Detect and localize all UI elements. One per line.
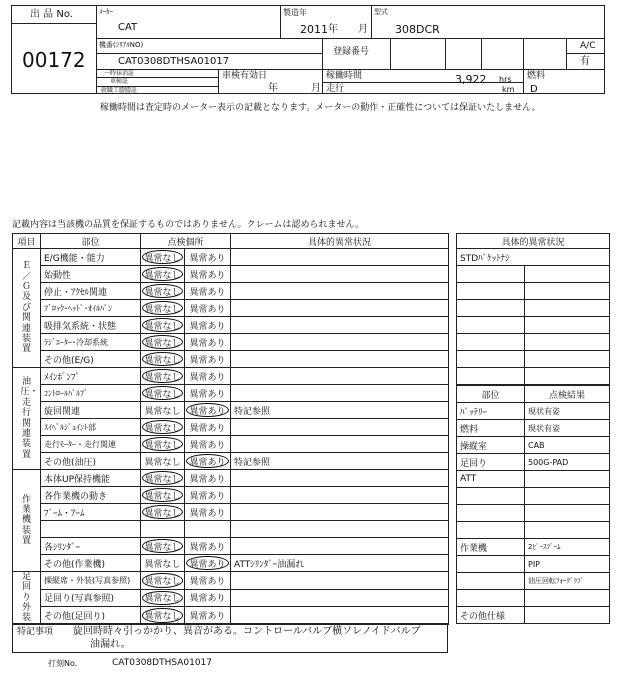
note-cell xyxy=(231,266,449,283)
right-detail-empty xyxy=(525,300,610,317)
abnormal-cell xyxy=(185,385,231,402)
normal-label: 異常なし xyxy=(144,253,181,264)
selected-mark-oval xyxy=(142,335,183,349)
selected-mark-oval xyxy=(142,386,183,400)
results-part xyxy=(457,488,525,505)
group-label-cell xyxy=(13,368,41,470)
right-detail-row xyxy=(457,283,610,300)
results-row xyxy=(457,403,610,420)
permit-label-3: 就職工謄謄証 xyxy=(101,87,138,94)
results-part xyxy=(457,505,525,522)
part-cell: 走行ﾓｰﾀｰ・走行関連 xyxy=(41,436,141,453)
engraving-label: 打刻No. xyxy=(48,659,78,668)
results-value: PIP xyxy=(525,556,610,573)
table-row xyxy=(13,538,449,555)
note-cell xyxy=(231,470,449,487)
table-row xyxy=(13,419,449,436)
hours-label: 稼働時間 xyxy=(326,71,363,81)
results-value: 現状有姿 xyxy=(525,403,610,420)
engraving-value: CAT0308DTHSA01017 xyxy=(112,658,213,668)
normal-cell xyxy=(141,453,185,470)
normal-cell xyxy=(141,607,185,625)
right-detail-cell xyxy=(457,266,525,283)
abnormal-cell xyxy=(185,334,231,351)
note-cell xyxy=(231,572,449,590)
selected-mark-oval xyxy=(142,488,183,502)
table-row xyxy=(13,351,449,368)
group-label: 作業機装置 xyxy=(21,494,31,547)
note-cell xyxy=(231,607,449,625)
right-detail-row xyxy=(457,351,610,368)
results-value xyxy=(525,590,610,607)
lot-number: 00172 xyxy=(22,48,86,72)
model-label: 型式 xyxy=(374,8,388,16)
results-row xyxy=(457,556,610,573)
year-value: 2011 xyxy=(300,23,328,36)
results-part: ATT xyxy=(457,471,525,488)
part-cell: E/G機能・能力 xyxy=(41,249,141,266)
abnormal-label: 異常あり xyxy=(189,611,226,622)
selected-mark-oval xyxy=(142,471,183,485)
part-cell: その他(作業機) xyxy=(41,555,141,572)
normal-cell xyxy=(141,249,185,266)
results-value xyxy=(525,471,610,488)
table-row xyxy=(13,572,449,590)
normal-cell xyxy=(141,402,185,419)
right-detail-row xyxy=(457,334,610,351)
part-cell xyxy=(41,521,141,538)
part-cell: ｽｲﾍﾞﾙｼﾞｮｲﾝﾄ部 xyxy=(41,419,141,436)
travel-label: 走行 xyxy=(326,84,345,94)
note-cell xyxy=(231,300,449,317)
normal-label: 異常なし xyxy=(144,508,181,519)
part-cell: 吸排気系統・状態 xyxy=(41,317,141,334)
normal-label: 異常なし xyxy=(144,611,181,622)
abnormal-label: 異常あり xyxy=(189,440,226,451)
note-cell: ATTｼﾘﾝﾀﾞｰ油漏れ xyxy=(231,555,449,572)
group-label-cell xyxy=(13,470,41,572)
normal-label: 異常なし xyxy=(144,355,181,366)
abnormal-cell xyxy=(185,249,231,266)
normal-cell xyxy=(141,266,185,283)
table-row xyxy=(13,266,449,283)
table-header-row xyxy=(13,234,449,249)
abnormal-cell xyxy=(185,589,231,607)
header-detail: 具体的異常状況 xyxy=(231,234,449,249)
right-detail-cell xyxy=(457,317,525,334)
results-row xyxy=(457,607,610,624)
right-results-table xyxy=(456,385,609,624)
table-row xyxy=(13,487,449,504)
abnormal-label: 異常あり xyxy=(189,457,226,468)
results-part: 作業機 xyxy=(457,539,525,556)
normal-label: 異常なし xyxy=(144,389,181,400)
header-check: 点検個所 xyxy=(141,234,231,249)
selected-mark-oval xyxy=(142,369,183,383)
normal-cell xyxy=(141,555,185,572)
normal-label: 異常なし xyxy=(144,594,181,605)
inspection-table xyxy=(12,233,448,625)
remarks-label: 特記事項 xyxy=(17,627,54,637)
selected-mark-oval xyxy=(142,284,183,298)
right-detail-cell xyxy=(457,368,525,385)
abnormal-label: 異常あり xyxy=(189,576,226,587)
part-cell: 停止・ｱｸｾﾙ関連 xyxy=(41,283,141,300)
abnormal-cell xyxy=(185,368,231,385)
selected-mark-oval xyxy=(142,505,183,519)
note-cell xyxy=(231,487,449,504)
part-cell: その他(足回り) xyxy=(41,607,141,625)
abnormal-label: 異常あり xyxy=(189,491,226,502)
selected-mark-oval xyxy=(186,454,229,468)
group-label-cell xyxy=(13,572,41,625)
part-cell: ﾌﾞｰﾑ・ｱｰﾑ xyxy=(41,504,141,521)
normal-label: 異常なし xyxy=(144,406,181,417)
abnormal-label: 異常あり xyxy=(189,559,226,570)
table-row xyxy=(13,504,449,521)
right-detail-header: 具体的異常状況 xyxy=(457,234,610,249)
normal-label: 異常なし xyxy=(144,304,181,315)
results-value: CAB xyxy=(525,437,610,454)
normal-cell xyxy=(141,589,185,607)
permit-label-2: 車検証 xyxy=(110,78,129,85)
results-part: 操縦室 xyxy=(457,437,525,454)
abnormal-cell xyxy=(185,453,231,470)
abnormal-cell xyxy=(185,470,231,487)
normal-cell xyxy=(141,487,185,504)
normal-label: 異常なし xyxy=(144,372,181,383)
normal-cell xyxy=(141,572,185,590)
results-part xyxy=(457,573,525,590)
part-cell: 足回り(写真参照) xyxy=(41,589,141,607)
part-cell: ﾌﾞﾛｯｸ･ﾍｯﾄﾞ･ｵｲﾙﾊﾟﾝ xyxy=(41,300,141,317)
normal-label: 異常なし xyxy=(144,321,181,332)
abnormal-cell xyxy=(185,317,231,334)
right-detail-cell xyxy=(457,351,525,368)
normal-label: 異常なし xyxy=(144,559,181,570)
results-value: 現状有姿 xyxy=(525,420,610,437)
table-row xyxy=(13,470,449,487)
abnormal-label: 異常あり xyxy=(189,338,226,349)
table-row xyxy=(13,607,449,625)
part-cell: 本体UP保持機能 xyxy=(41,470,141,487)
results-part xyxy=(457,590,525,607)
table-row xyxy=(13,402,449,419)
abnormal-label: 異常あり xyxy=(189,321,226,332)
selected-mark-oval xyxy=(142,591,183,606)
note-cell xyxy=(231,368,449,385)
abnormal-label: 異常あり xyxy=(189,542,226,553)
serial-label: 機番(ｼﾘｱﾙNO) xyxy=(99,41,144,49)
results-value xyxy=(525,488,610,505)
abnormal-label: 異常あり xyxy=(189,474,226,485)
right-detail-cell xyxy=(457,300,525,317)
normal-cell xyxy=(141,504,185,521)
part-cell: 旋回関連 xyxy=(41,402,141,419)
right-detail-row xyxy=(457,266,610,283)
note-cell xyxy=(231,521,449,538)
group-label: 足回り外装 xyxy=(21,572,31,624)
normal-cell xyxy=(141,368,185,385)
normal-cell xyxy=(141,351,185,368)
results-row xyxy=(457,505,610,522)
right-detail-row xyxy=(457,300,610,317)
abnormal-label: 異常あり xyxy=(189,423,226,434)
maker-label: ﾒｰｶｰ xyxy=(99,8,113,16)
selected-mark-oval xyxy=(142,420,183,434)
selected-mark-oval xyxy=(142,301,183,315)
table-row xyxy=(13,555,449,572)
normal-label: 異常なし xyxy=(144,542,181,553)
part-cell: 操縦席・外装(写真参照) xyxy=(41,572,141,590)
hours-value: 3,922 xyxy=(455,73,487,86)
normal-label: 異常なし xyxy=(144,576,181,587)
note-cell xyxy=(231,317,449,334)
selected-mark-oval xyxy=(142,573,183,588)
abnormal-cell xyxy=(185,351,231,368)
abnormal-cell xyxy=(185,283,231,300)
table-row xyxy=(13,385,449,402)
right-detail-row xyxy=(457,317,610,334)
inspection-label: 車検有効日 xyxy=(222,71,268,81)
selected-mark-oval xyxy=(142,539,183,553)
normal-label: 異常なし xyxy=(144,270,181,281)
abnormal-label: 異常あり xyxy=(189,355,226,366)
results-header-result: 点検結果 xyxy=(525,386,610,403)
normal-cell xyxy=(141,317,185,334)
results-value xyxy=(525,505,610,522)
disclaimer-main: 記載内容は当該機の品質を保証するものではありません。クレームは認められません。 xyxy=(12,220,365,230)
fuel-label: 燃料 xyxy=(527,71,546,81)
normal-cell xyxy=(141,470,185,487)
abnormal-label: 異常あり xyxy=(189,389,226,400)
part-cell: ｺﾝﾄﾛｰﾙﾊﾞﾙﾌﾞ xyxy=(41,385,141,402)
selected-mark-oval xyxy=(142,352,183,366)
right-detail-table xyxy=(456,233,609,385)
right-detail-row xyxy=(457,368,610,385)
part-cell: 始動性 xyxy=(41,266,141,283)
part-cell: 各作業機の動き xyxy=(41,487,141,504)
note-cell xyxy=(231,589,449,607)
abnormal-cell xyxy=(185,521,231,538)
remarks-line-1: 旋回時時々引っかかり、異音がある。コントロールバルブ横ソレノイドバルブ xyxy=(73,626,421,637)
normal-cell xyxy=(141,436,185,453)
table-row xyxy=(13,283,449,300)
model-value: 308DCR xyxy=(395,23,440,36)
abnormal-label: 異常あり xyxy=(189,372,226,383)
right-detail-cell xyxy=(457,334,525,351)
selected-mark-oval xyxy=(142,608,183,623)
part-cell: ﾒｲﾝﾎﾟﾝﾌﾟ xyxy=(41,368,141,385)
abnormal-label: 異常あり xyxy=(189,406,226,417)
fuel-value: D xyxy=(530,84,538,95)
normal-label: 異常なし xyxy=(144,423,181,434)
group-label: Ｅ／Ｇ及び関連装置 xyxy=(21,261,31,355)
selected-mark-oval xyxy=(186,556,229,570)
normal-label: 異常なし xyxy=(144,287,181,298)
abnormal-cell xyxy=(185,538,231,555)
abnormal-cell xyxy=(185,572,231,590)
selected-mark-oval xyxy=(142,267,183,281)
table-row xyxy=(13,436,449,453)
normal-label: 異常なし xyxy=(144,491,181,502)
group-label: 油圧・走行関連装置 xyxy=(20,377,39,460)
year-label: 製造年 xyxy=(283,8,307,17)
note-cell xyxy=(231,538,449,555)
note-cell xyxy=(231,334,449,351)
serial-value: CAT0308DTHSA01017 xyxy=(118,56,230,67)
part-cell: 各ｼﾘﾝﾀﾞｰ xyxy=(41,538,141,555)
note-cell xyxy=(231,419,449,436)
results-row xyxy=(457,488,610,505)
selected-mark-oval xyxy=(142,250,183,264)
results-row xyxy=(457,573,610,590)
results-part: ﾊﾞｯﾃﾘｰ xyxy=(457,403,525,420)
note-cell: 特記参照 xyxy=(231,453,449,470)
normal-label: 異常なし xyxy=(144,474,181,485)
table-row xyxy=(13,300,449,317)
results-row xyxy=(457,420,610,437)
normal-cell xyxy=(141,419,185,436)
remarks-line-2: 油漏れ。 xyxy=(90,639,131,650)
ac-label: A/C xyxy=(580,41,596,51)
results-row xyxy=(457,454,610,471)
abnormal-cell xyxy=(185,300,231,317)
normal-label: 異常なし xyxy=(144,457,181,468)
maker-value: CAT xyxy=(118,22,138,33)
table-row xyxy=(13,249,449,266)
selected-mark-oval xyxy=(186,403,229,417)
normal-cell xyxy=(141,334,185,351)
group-label-cell xyxy=(13,249,41,368)
normal-label: 異常なし xyxy=(144,440,181,451)
abnormal-cell xyxy=(185,555,231,572)
results-value: 油圧回転ﾌｫｰｸﾞﾗﾌﾞ xyxy=(525,573,610,590)
abnormal-cell xyxy=(185,436,231,453)
selected-mark-oval xyxy=(142,437,183,451)
normal-cell xyxy=(141,538,185,555)
note-cell xyxy=(231,504,449,521)
permit-label-1: 一時抹消証 xyxy=(104,70,135,77)
results-row xyxy=(457,539,610,556)
abnormal-label: 異常あり xyxy=(189,594,226,605)
abnormal-cell xyxy=(185,487,231,504)
results-row xyxy=(457,471,610,488)
table-row xyxy=(13,521,449,538)
part-cell: ﾗｼﾞｴｰﾀｰ･冷却系統 xyxy=(41,334,141,351)
normal-cell xyxy=(141,385,185,402)
part-cell: その他(油圧) xyxy=(41,453,141,470)
table-row xyxy=(13,453,449,470)
right-detail-empty xyxy=(525,266,610,283)
year-unit: 年 xyxy=(328,24,338,35)
abnormal-cell xyxy=(185,607,231,625)
note-cell xyxy=(231,249,449,266)
abnormal-label: 異常あり xyxy=(189,304,226,315)
note-cell xyxy=(231,385,449,402)
header-item: 項目 xyxy=(13,234,41,249)
right-detail-empty xyxy=(525,368,610,385)
table-row xyxy=(13,334,449,351)
normal-cell xyxy=(141,300,185,317)
abnormal-label: 異常あり xyxy=(189,287,226,298)
results-value xyxy=(525,522,610,539)
abnormal-label: 異常あり xyxy=(189,508,226,519)
note-cell xyxy=(231,351,449,368)
right-detail-empty xyxy=(525,317,610,334)
abnormal-cell xyxy=(185,504,231,521)
results-header-part: 部位 xyxy=(457,386,525,403)
table-row xyxy=(13,589,449,607)
results-value xyxy=(525,607,610,624)
results-row xyxy=(457,437,610,454)
right-detail-cell xyxy=(457,283,525,300)
inspection-year-unit: 年 xyxy=(268,83,278,94)
right-detail-empty xyxy=(525,283,610,300)
inspection-month-unit: 月 xyxy=(311,83,321,94)
right-detail-row xyxy=(457,249,610,266)
results-part xyxy=(457,522,525,539)
results-row xyxy=(457,522,610,539)
disclaimer-top: 稼働時間は査定時のメーター表示の記載となります。メーターの動作・正確性については保証いたしません。 xyxy=(100,103,541,113)
table-row xyxy=(13,368,449,385)
results-value: 500G-PAD xyxy=(525,454,610,471)
header-part: 部位 xyxy=(41,234,141,249)
results-value: 2ﾋﾟｰｽﾌﾞｰﾑ xyxy=(525,539,610,556)
ac-value: 有 xyxy=(580,56,590,67)
right-detail-cell: STDﾊﾞｹｯﾄﾅｼ xyxy=(457,249,610,266)
note-cell: 特記参照 xyxy=(231,402,449,419)
results-part: 足回り xyxy=(457,454,525,471)
selected-mark-oval xyxy=(142,318,183,332)
results-part: 燃料 xyxy=(457,420,525,437)
right-detail-empty xyxy=(525,351,610,368)
abnormal-label: 異常あり xyxy=(189,270,226,281)
abnormal-cell xyxy=(185,266,231,283)
hours-unit: hrs xyxy=(499,75,512,84)
abnormal-label: 異常あり xyxy=(189,253,226,264)
abnormal-cell xyxy=(185,402,231,419)
part-cell: その他(E/G) xyxy=(41,351,141,368)
month-unit: 月 xyxy=(358,24,368,35)
normal-label: 異常なし xyxy=(144,338,181,349)
results-part: その他仕様 xyxy=(457,607,525,624)
normal-cell xyxy=(141,283,185,300)
results-part xyxy=(457,556,525,573)
results-row xyxy=(457,590,610,607)
lot-label: 出 品 No. xyxy=(30,9,73,20)
registration-label: 登録番号 xyxy=(333,47,370,57)
right-detail-empty xyxy=(525,334,610,351)
table-row xyxy=(13,317,449,334)
travel-unit: km xyxy=(502,85,515,94)
note-cell xyxy=(231,436,449,453)
normal-cell xyxy=(141,521,185,538)
abnormal-cell xyxy=(185,419,231,436)
note-cell xyxy=(231,283,449,300)
